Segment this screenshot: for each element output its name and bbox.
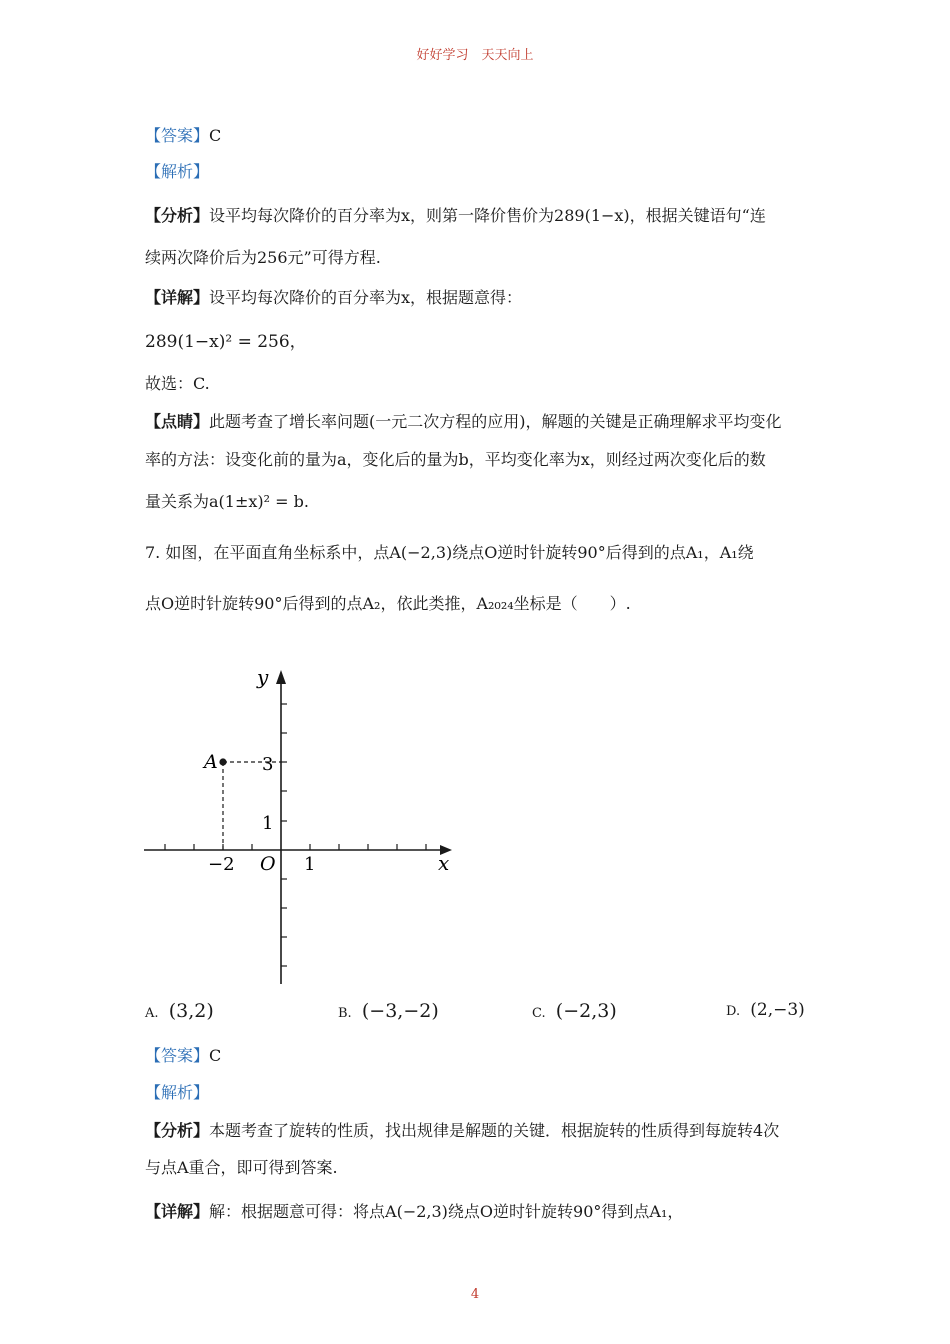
option-letter: B. [338, 1006, 352, 1021]
option-letter: A. [145, 1006, 159, 1021]
answer-tag: 【答案】 [145, 1046, 210, 1065]
answer-value: C [209, 126, 222, 145]
fenxi-text: 设平均每次降价的百分率为x，则第一降价售价为289(1−x)，根据关键语句“连 [209, 206, 766, 225]
point-a-label: A [204, 751, 218, 773]
answer-value: C [209, 1046, 222, 1065]
q7-fenxi-line1 [145, 1119, 779, 1143]
option-value: (−3,−2) [361, 1000, 439, 1022]
q7-stem-line2: 点O逆时针旋转90°后得到的点A₂，依此类推，A₂₀₂₄坐标是（ ）. [145, 594, 631, 613]
xiangjie-text: 解：根据题意可得：将点A(−2,3)绕点O逆时针旋转90°得到点A₁， [209, 1202, 684, 1221]
option-value: (3,2) [168, 1000, 214, 1022]
q6-xiangjie-line1 [145, 286, 522, 310]
option-b [338, 1000, 439, 1022]
origin-label: O [260, 853, 276, 875]
xiangjie-tag: 【详解】 [145, 1202, 210, 1221]
page-number: 4 [470, 1287, 480, 1302]
q6-guxuan: 故选：C. [145, 374, 210, 393]
q7-fenxi-line2: 与点A重合，即可得到答案. [145, 1158, 338, 1177]
x-ticks [165, 844, 426, 850]
y-axis-arrow [276, 670, 286, 684]
x-axis-label: x [438, 851, 450, 875]
option-letter: D. [726, 1004, 741, 1019]
q7-xiangjie-line1 [145, 1200, 683, 1224]
q6-fenxi-line1 [145, 204, 766, 228]
option-letter: C. [532, 1006, 546, 1021]
page-header: 好好学习 天天向上 [416, 48, 534, 63]
option-value: (−2,3) [555, 1000, 617, 1022]
xiangjie-text: 设平均每次降价的百分率为x，根据题意得： [209, 288, 523, 307]
dianjing-tag: 【点睛】 [145, 412, 210, 431]
option-c [532, 1000, 617, 1022]
dianjing-text: 此题考查了增长率问题(一元二次方程的应用)，解题的关键是正确理解求平均变化 [209, 412, 782, 431]
tick-label-neg2: −2 [208, 854, 235, 875]
answer-tag: 【答案】 [145, 126, 210, 145]
option-value: (2,−3) [750, 1000, 805, 1020]
q6-answer [145, 124, 221, 148]
tick-label-1-y: 1 [262, 813, 274, 834]
q7-analysis-tag: 【解析】 [145, 1083, 210, 1102]
q6-dianjing-line3: 量关系为a(1±x)² = b. [145, 492, 309, 511]
q6-dianjing-line1 [145, 410, 782, 434]
fenxi-text: 本题考查了旋转的性质，找出规律是解题的关键．根据旋转的性质得到每旋转4次 [209, 1121, 780, 1140]
option-d [726, 1000, 805, 1020]
tick-label-3: 3 [262, 754, 274, 775]
option-a [145, 1000, 214, 1022]
q6-dianjing-line2: 率的方法：设变化前的量为a，变化后的量为b，平均变化率为x，则经过两次变化后的数 [145, 450, 766, 469]
q6-analysis-tag: 【解析】 [145, 162, 210, 181]
q7-stem-line1: 7. 如图，在平面直角坐标系中，点A(−2,3)绕点O逆时针旋转90°后得到的点A₁，A₁绕 [145, 543, 754, 562]
q6-equation: 289(1−x)² = 256， [145, 332, 307, 352]
point-a [219, 758, 226, 765]
q6-fenxi-line2: 续两次降价后为256元”可得方程. [145, 248, 381, 267]
y-axis-label: y [257, 665, 269, 689]
xiangjie-tag: 【详解】 [145, 288, 210, 307]
fenxi-tag: 【分析】 [145, 206, 210, 225]
fenxi-tag: 【分析】 [145, 1121, 210, 1140]
coordinate-figure [130, 660, 470, 990]
tick-label-1-x: 1 [304, 854, 316, 875]
q7-answer [145, 1044, 221, 1068]
y-ticks [281, 704, 287, 966]
